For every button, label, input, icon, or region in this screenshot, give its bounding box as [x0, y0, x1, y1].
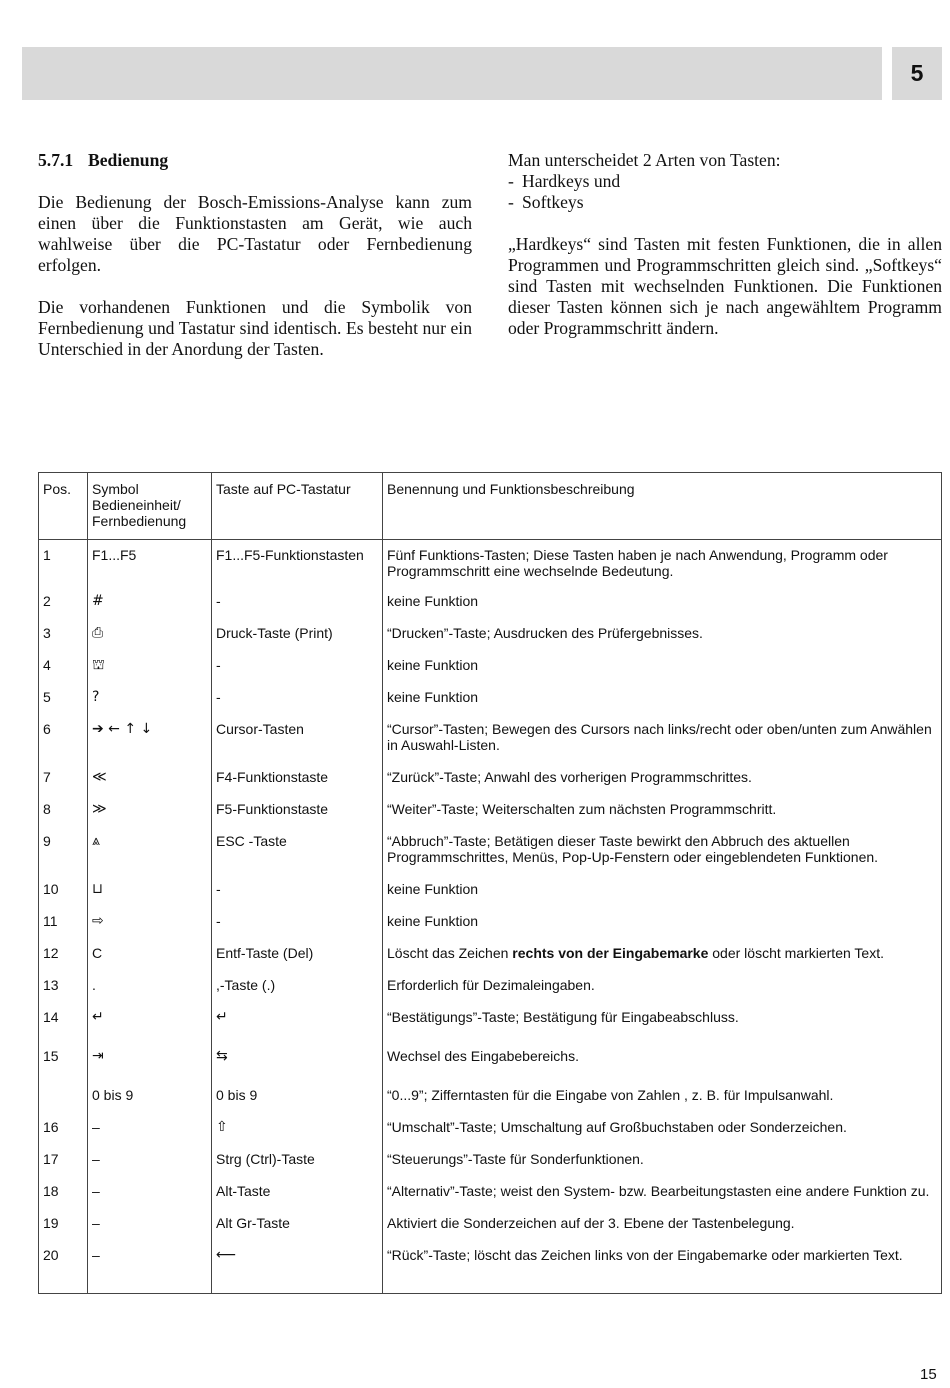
- cell-description: “Abbruch”-Taste; Betätigen dieser Taste bewirkt den Abbruch des aktuellen Programmschrittes, Menüs, Pop-Up-Fenstern oder eingeblendeten Funktionen.: [383, 828, 942, 876]
- cell-pos: 19: [39, 1210, 88, 1242]
- cell-symbol: –: [88, 1114, 212, 1146]
- cell-pc-key: F1...F5-Funktionstasten: [212, 540, 383, 588]
- cell-description: Löscht das Zeichen rechts von der Eingabemarke oder löscht markierten Text.: [383, 940, 942, 972]
- backspace-key-icon: ⟵: [212, 1242, 383, 1294]
- cell-description: Erforderlich für Dezimaleingaben.: [383, 972, 942, 1004]
- table-row: [39, 1210, 942, 1242]
- cell-pos: 14: [39, 1004, 88, 1043]
- header-pos: Pos.: [39, 473, 88, 540]
- cell-pos: 5: [39, 684, 88, 716]
- hash-key-icon: #: [88, 588, 212, 620]
- cell-symbol: 0 bis 9: [88, 1082, 212, 1114]
- cell-pos: 15: [39, 1043, 88, 1082]
- cell-pos: 20: [39, 1242, 88, 1294]
- table-row: [39, 908, 942, 940]
- cell-description: “0...9”; Zifferntasten für die Eingabe von Zahlen , z. B. für Impulsanwahl.: [383, 1082, 942, 1114]
- cell-pc-key: ,-Taste (.): [212, 972, 383, 1004]
- cell-pos: 10: [39, 876, 88, 908]
- cell-pc-key: F5-Funktionstaste: [212, 796, 383, 828]
- key-types-list: [508, 171, 942, 213]
- cell-pos: 4: [39, 652, 88, 684]
- cell-pc-key: Alt-Taste: [212, 1178, 383, 1210]
- tab-key-icon: ⇆: [212, 1043, 383, 1082]
- table-row: [39, 684, 942, 716]
- cell-symbol: C: [88, 940, 212, 972]
- cell-description: “Weiter”-Taste; Weiterschalten zum nächsten Programmschritt.: [383, 796, 942, 828]
- key-types-intro: Man unterscheidet 2 Arten von Tasten:: [508, 150, 781, 170]
- cell-pc-key: -: [212, 588, 383, 620]
- table-row: [39, 764, 942, 796]
- cell-description: “Alternativ”-Taste; weist den System- bzw. Bearbeitungstasten eine andere Funktion zu.: [383, 1178, 942, 1210]
- list-item: - Hardkeys und: [508, 171, 621, 191]
- cell-description: “Cursor”-Tasten; Bewegen des Cursors nach links/recht oder oben/unten zum Anwählen in Auswahl-Listen.: [383, 716, 942, 764]
- table-row: [39, 540, 942, 588]
- table-row: [39, 652, 942, 684]
- header-bar: [22, 47, 882, 100]
- cell-description: “Bestätigungs”-Taste; Bestätigung für Eingabeabschluss.: [383, 1004, 942, 1043]
- cell-pos: 9: [39, 828, 88, 876]
- cell-description: Wechsel des Eingabebereichs.: [383, 1043, 942, 1082]
- cell-description: keine Funktion: [383, 684, 942, 716]
- cell-description: “Rück”-Taste; löscht das Zeichen links von der Eingabemarke oder markierten Text.: [383, 1242, 942, 1294]
- page-number: 15: [920, 1366, 937, 1383]
- table-row: [39, 1178, 942, 1210]
- cell-description: Fünf Funktions-Tasten; Diese Tasten haben je nach Anwendung, Programm oder Programmschritt eine wechselnde Bedeutung.: [383, 540, 942, 588]
- cell-description: keine Funktion: [383, 588, 942, 620]
- cell-pos: 12: [39, 940, 88, 972]
- cell-description: keine Funktion: [383, 908, 942, 940]
- table-header-row: [39, 473, 942, 540]
- left-column: [38, 150, 472, 381]
- cell-pc-key: Alt Gr-Taste: [212, 1210, 383, 1242]
- cell-pos: 1: [39, 540, 88, 588]
- enter-key-icon: ↵: [212, 1004, 383, 1043]
- forward-key-icon: ≫: [88, 796, 212, 828]
- cell-description: keine Funktion: [383, 652, 942, 684]
- table-row: [39, 1242, 942, 1294]
- table-row: [39, 716, 942, 764]
- key-function-table: [38, 472, 942, 1294]
- cell-pc-key: Cursor-Tasten: [212, 716, 383, 764]
- cell-pc-key: -: [212, 876, 383, 908]
- cursor-arrows-icon: ➔ ← ↑ ↓: [88, 716, 212, 764]
- chapter-number: 5: [892, 47, 942, 100]
- right-column: [508, 150, 942, 360]
- cell-pos: [39, 1082, 88, 1114]
- cell-symbol: –: [88, 1146, 212, 1178]
- cell-pos: 16: [39, 1114, 88, 1146]
- cell-pc-key: -: [212, 908, 383, 940]
- cell-pos: 11: [39, 908, 88, 940]
- table-row: [39, 828, 942, 876]
- station-key-icon: ⛫: [88, 652, 212, 684]
- header-pc-key: Taste auf PC-Tastatur: [212, 473, 383, 540]
- cell-symbol: –: [88, 1178, 212, 1210]
- cell-pos: 18: [39, 1178, 88, 1210]
- cell-symbol: –: [88, 1242, 212, 1294]
- cell-description: Aktiviert die Sonderzeichen auf der 3. Ebene der Tastenbelegung.: [383, 1210, 942, 1242]
- shift-key-icon: ⇧: [212, 1114, 383, 1146]
- cell-symbol: F1...F5: [88, 540, 212, 588]
- cell-pc-key: Druck-Taste (Print): [212, 620, 383, 652]
- cell-pc-key: -: [212, 652, 383, 684]
- cell-description: “Zurück”-Taste; Anwahl des vorherigen Programmschrittes.: [383, 764, 942, 796]
- cell-description: keine Funktion: [383, 876, 942, 908]
- cell-symbol: .: [88, 972, 212, 1004]
- cell-pos: 17: [39, 1146, 88, 1178]
- header-symbol: Symbol Bedieneinheit/ Fernbedienung: [88, 473, 212, 540]
- help-key-icon: ?: [88, 684, 212, 716]
- cell-symbol: –: [88, 1210, 212, 1242]
- table-row: [39, 1043, 942, 1082]
- cell-pos: 13: [39, 972, 88, 1004]
- print-key-icon: ⎙: [88, 620, 212, 652]
- hardkeys-softkeys-paragraph: „Hardkeys“ sind Tasten mit festen Funktionen, die in allen Programmen und Programmschritten gleich sind. „Softkeys“ sind Tasten mit wechselnden Funktionen. Die Funktionen dieser Tasten können sich je nach angewähltem Programm oder Programmschritt ändern.: [508, 234, 942, 338]
- symbol-paragraph: Die vorhandenen Funktionen und die Symbolik von Fernbedienung und Tastatur sind identisch. Es besteht nur ein Unterschied in der Anordung der Tasten.: [38, 297, 472, 359]
- cell-pc-key: F4-Funktionstaste: [212, 764, 383, 796]
- list-item: - Softkeys: [508, 192, 584, 212]
- table-row: [39, 588, 942, 620]
- tag-key-icon: ⇨: [88, 908, 212, 940]
- section-heading: [38, 150, 472, 171]
- table-row: [39, 620, 942, 652]
- table-row: [39, 1082, 942, 1114]
- cell-pc-key: Strg (Ctrl)-Taste: [212, 1146, 383, 1178]
- section-title: Bedienung: [88, 150, 169, 170]
- table-row: [39, 972, 942, 1004]
- cell-pos: 6: [39, 716, 88, 764]
- back-key-icon: ≪: [88, 764, 212, 796]
- cell-pc-key: Entf-Taste (Del): [212, 940, 383, 972]
- abort-key-icon: ⩓: [88, 828, 212, 876]
- cell-pc-key: ESC -Taste: [212, 828, 383, 876]
- header-description: Benennung und Funktionsbeschreibung: [383, 473, 942, 540]
- cell-description: “Umschalt”-Taste; Umschaltung auf Großbuchstaben oder Sonderzeichen.: [383, 1114, 942, 1146]
- table-row: [39, 1146, 942, 1178]
- table-row: [39, 796, 942, 828]
- cell-description: “Drucken”-Taste; Ausdrucken des Prüfergebnisses.: [383, 620, 942, 652]
- enter-key-icon: ↵: [88, 1004, 212, 1043]
- cell-description: “Steuerungs”-Taste für Sonderfunktionen.: [383, 1146, 942, 1178]
- table-row: [39, 1114, 942, 1146]
- tray-key-icon: ⊔: [88, 876, 212, 908]
- tab-key-icon: ⇥: [88, 1043, 212, 1082]
- cell-pos: 3: [39, 620, 88, 652]
- section-number: 5.7.1: [38, 150, 74, 170]
- intro-paragraph: Die Bedienung der Bosch-Emissions-Analyse kann zum einen über die Funktionstasten am Gerät, wie auch wahlweise über die PC-Tastatur oder Fernbedienung erfolgen.: [38, 192, 472, 275]
- cell-pc-key: 0 bis 9: [212, 1082, 383, 1114]
- table-row: [39, 940, 942, 972]
- cell-pos: 2: [39, 588, 88, 620]
- cell-pos: 8: [39, 796, 88, 828]
- table-row: [39, 876, 942, 908]
- cell-pc-key: -: [212, 684, 383, 716]
- cell-pos: 7: [39, 764, 88, 796]
- table-row: [39, 1004, 942, 1043]
